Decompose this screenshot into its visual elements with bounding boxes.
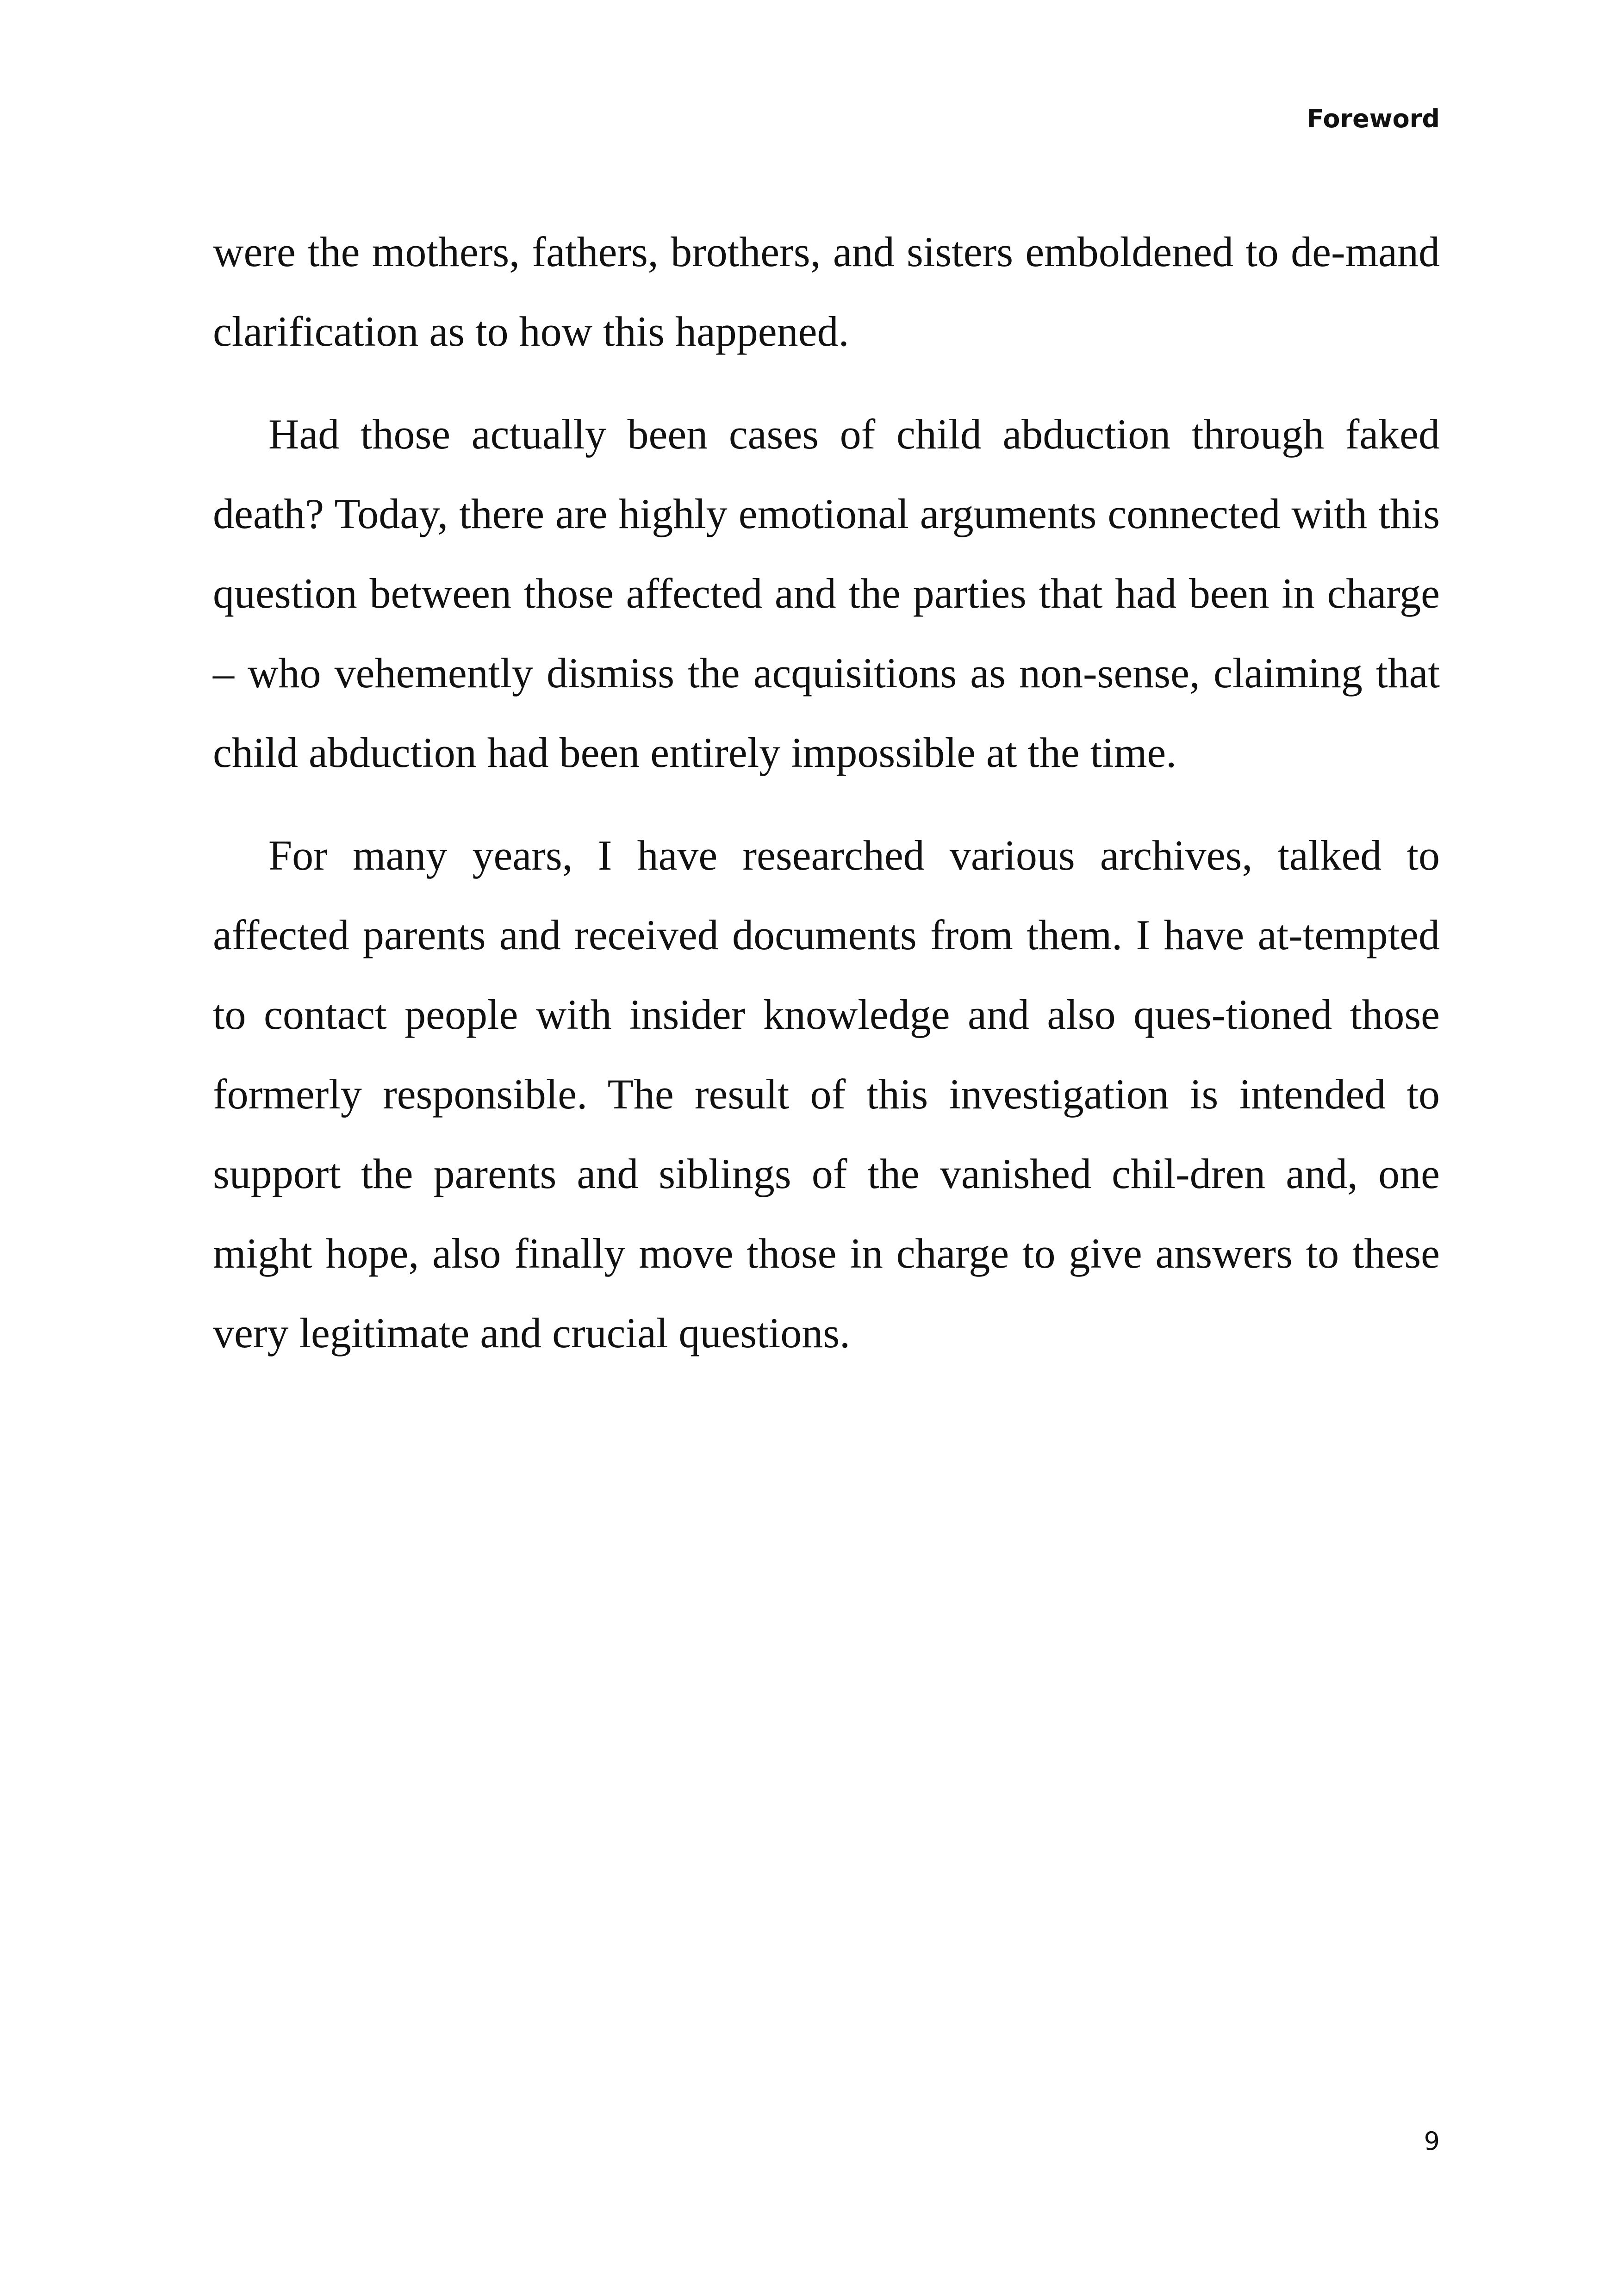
paragraph-abduction-question: Had those actually been cases of child abduction through faked death? Today, there are highly emotional arguments connected with this question between those affected and the parties that had been in charge – who vehemently dismiss the acquisitions as non-sense, claiming that child abduction had been entirely impossible at the time. (213, 411, 1440, 776)
paragraph-research: For many years, I have researched various archives, talked to affected parents and received documents from them. I have at-tempted to contact people with insider knowledge and also ques-tioned those formerly responsible. The result of this investigation is intended to support the parents and siblings of the vanished chil-dren and, one might hope, also finally move those in charge to give answers to these very legitimate and crucial questions. (213, 832, 1440, 1356)
body-text (213, 212, 1440, 1396)
running-header-title: Foreword (1307, 104, 1440, 133)
page-number: 9 (1424, 2127, 1440, 2156)
paragraph-continuation: were the mothers, fathers, brothers, and sisters emboldened to de-mand clarification as to how this happened. (213, 228, 1440, 355)
